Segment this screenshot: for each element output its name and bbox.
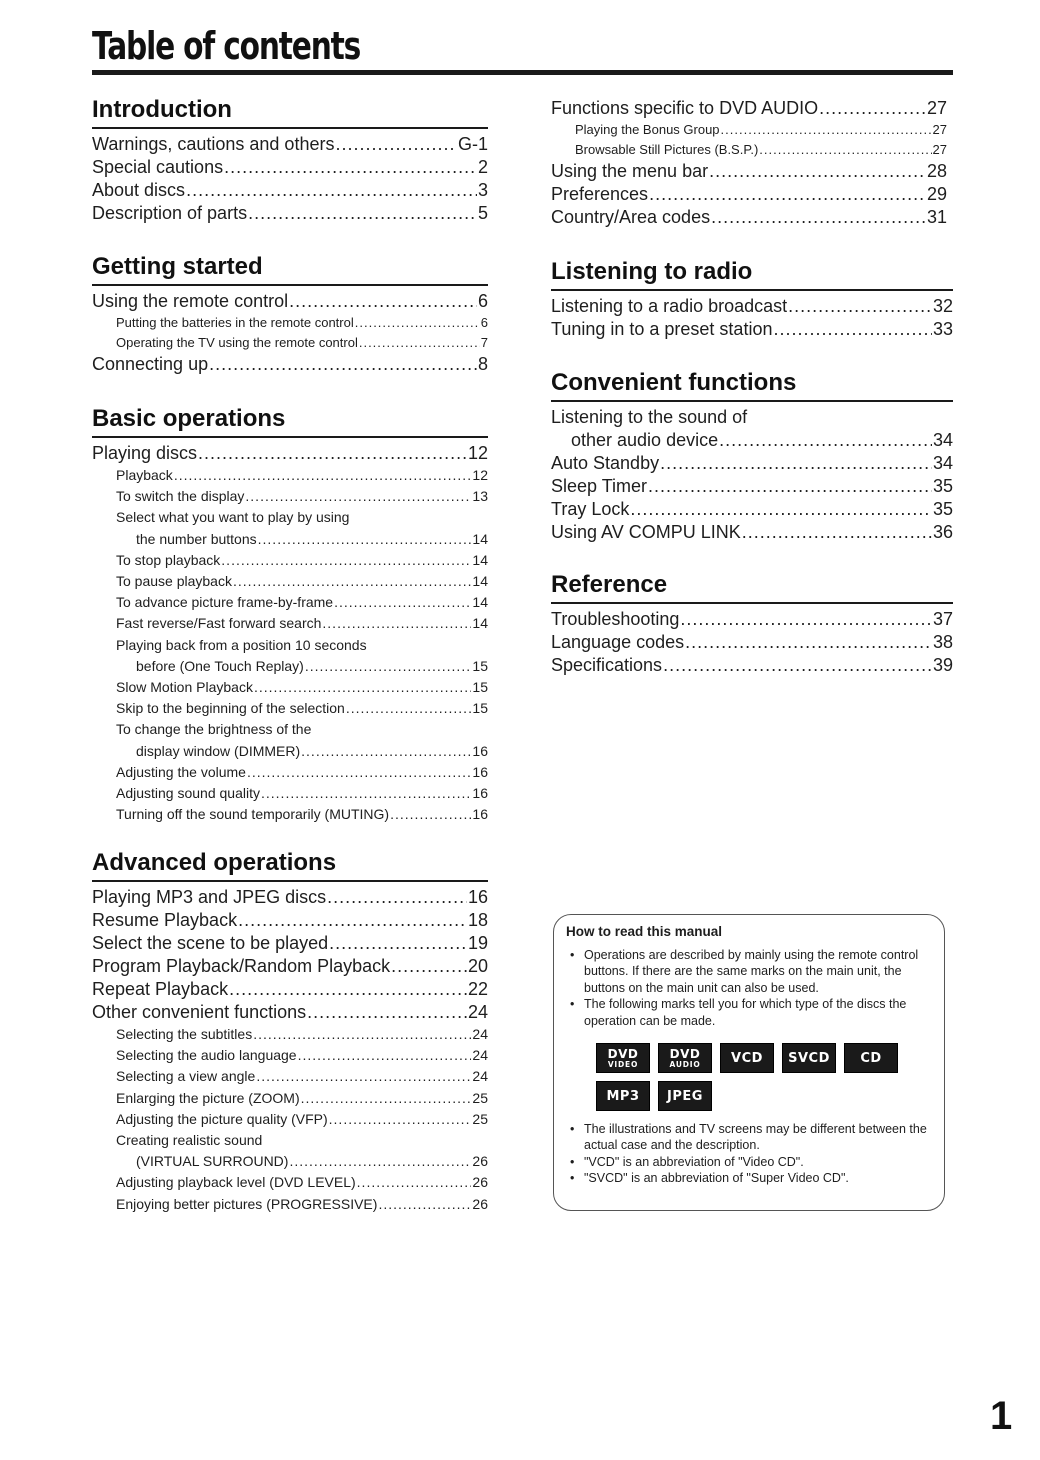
- toc-entry[interactable]: Using AV COMPU LINK ..... 36: [551, 521, 953, 544]
- toc-entry[interactable]: Other convenient functions ..... 24: [92, 1001, 488, 1024]
- toc-entry[interactable]: Preferences ..... 29: [551, 183, 947, 206]
- toc-entry[interactable]: Special cautions ..... 2: [92, 156, 488, 179]
- page-number: 1: [990, 1394, 1013, 1438]
- toc-entry[interactable]: Description of parts ..... 5: [92, 202, 488, 225]
- toc-subentry[interactable]: Enjoying better pictures (PROGRESSIVE) ..... 26: [92, 1194, 488, 1215]
- box-bullet: • The following marks tell you for which type of the discs the operation can be made.: [566, 996, 932, 1029]
- toc-subentry[interactable]: To advance picture frame-by-frame ..... 14: [92, 592, 488, 613]
- toc-entry[interactable]: Resume Playback ..... 18: [92, 909, 488, 932]
- section-heading: Reference: [551, 570, 953, 604]
- how-to-read-box: [553, 914, 945, 1211]
- toc-subentry[interactable]: Browsable Still Pictures (B.S.P.) ..... 27: [551, 140, 947, 160]
- section-convenient-functions: [551, 368, 953, 544]
- toc-entry[interactable]: Program Playback/Random Playback ..... 20: [92, 955, 488, 978]
- toc-entry-line[interactable]: Listening to the sound of: [551, 407, 748, 427]
- box-heading: How to read this manual: [566, 924, 723, 939]
- toc-subentry[interactable]: Adjusting the picture quality (VFP) ..... 25: [92, 1109, 488, 1130]
- section-heading: Advanced operations: [92, 848, 488, 882]
- toc-subentry-line[interactable]: Select what you want to play by using: [116, 509, 350, 526]
- toc-subentry[interactable]: Selecting the audio language ..... 24: [92, 1045, 488, 1066]
- toc-entry[interactable]: Specifications ..... 39: [551, 654, 953, 677]
- dvd-video-mark-icon: DVD VIDEO: [596, 1043, 650, 1073]
- toc-entry[interactable]: Tuning in to a preset station ..... 33: [551, 318, 953, 341]
- toc-entry[interactable]: Listening to a radio broadcast ..... 32: [551, 295, 953, 318]
- box-bullet: • The illustrations and TV screens may be different between the actual case and the description.: [566, 1121, 932, 1154]
- toc-subentry[interactable]: Playing the Bonus Group ..... 27: [551, 120, 947, 140]
- box-bullet: • "SVCD" is an abbreviation of "Super Video CD".: [566, 1170, 932, 1186]
- toc-subentry[interactable]: Selecting the subtitles ..... 24: [92, 1024, 488, 1045]
- toc-subentry-line[interactable]: To change the brightness of the: [116, 721, 312, 738]
- toc-entry[interactable]: About discs ..... 3: [92, 179, 488, 202]
- toc-subentry[interactable]: Enlarging the picture (ZOOM) ..... 25: [92, 1088, 488, 1109]
- toc-subentry[interactable]: Selecting a view angle ..... 24: [92, 1066, 488, 1087]
- vcd-mark-icon: VCD: [720, 1043, 774, 1073]
- toc-entry[interactable]: Playing discs ..... 12: [92, 442, 488, 465]
- toc-subentry[interactable]: Turning off the sound temporarily (MUTING) ..... 16: [92, 804, 488, 825]
- toc-entry[interactable]: Repeat Playback ..... 22: [92, 978, 488, 1001]
- toc-subentry[interactable]: Adjusting sound quality ..... 16: [92, 783, 488, 804]
- toc-entry[interactable]: other audio device ..... 34: [551, 429, 953, 452]
- toc-entry[interactable]: Playing MP3 and JPEG discs ..... 16: [92, 886, 488, 909]
- toc-subentry[interactable]: To switch the display ..... 13: [92, 486, 488, 507]
- section-heading: Listening to radio: [551, 257, 953, 291]
- toc-entry[interactable]: Sleep Timer ..... 35: [551, 475, 953, 498]
- toc-entry[interactable]: Warnings, cautions and others ..... G-1: [92, 133, 488, 156]
- jpeg-mark-icon: JPEG: [658, 1081, 712, 1111]
- title-rule: [92, 70, 953, 75]
- toc-subentry[interactable]: To stop playback ..... 14: [92, 550, 488, 571]
- toc-subentry[interactable]: Adjusting the volume ..... 16: [92, 762, 488, 783]
- toc-entry[interactable]: Using the remote control ..... 6: [92, 290, 488, 313]
- section-introduction: [92, 95, 488, 225]
- toc-entry[interactable]: Using the menu bar ..... 28: [551, 160, 947, 183]
- section-listening-to-radio: [551, 257, 953, 341]
- toc-entry[interactable]: Connecting up ..... 8: [92, 353, 488, 376]
- toc-entry[interactable]: Country/Area codes ..... 31: [551, 206, 947, 229]
- box-bullet: • "VCD" is an abbreviation of "Video CD".: [566, 1154, 932, 1170]
- toc-subentry[interactable]: Slow Motion Playback ..... 15: [92, 677, 488, 698]
- toc-entry[interactable]: Auto Standby ..... 34: [551, 452, 953, 475]
- section-advanced-operations: [92, 848, 488, 1215]
- toc-subentry[interactable]: (VIRTUAL SURROUND) ..... 26: [92, 1151, 488, 1172]
- section-heading: Convenient functions: [551, 368, 953, 402]
- toc-subentry[interactable]: before (One Touch Replay) ..... 15: [92, 656, 488, 677]
- toc-subentry[interactable]: Playback ..... 12: [92, 465, 488, 486]
- toc-entry[interactable]: Functions specific to DVD AUDIO ..... 27: [551, 97, 947, 120]
- toc-entry[interactable]: Select the scene to be played ..... 19: [92, 932, 488, 955]
- toc-subentry-line[interactable]: Playing back from a position 10 seconds: [116, 636, 367, 653]
- section-heading: Getting started: [92, 252, 488, 286]
- toc-subentry-line[interactable]: Creating realistic sound: [116, 1132, 263, 1149]
- mp3-mark-icon: MP3: [596, 1081, 650, 1111]
- disc-marks: [596, 1043, 956, 1111]
- section-heading: Basic operations: [92, 404, 488, 438]
- section-basic-operations: [92, 404, 488, 825]
- toc-entry[interactable]: Language codes ..... 38: [551, 631, 953, 654]
- toc-subentry[interactable]: To pause playback ..... 14: [92, 571, 488, 592]
- box-bullet: • Operations are described by mainly using the remote control buttons. If there are the same marks on the main unit, the buttons on the main unit can also be used.: [566, 947, 932, 996]
- section-reference: [551, 570, 953, 677]
- svcd-mark-icon: SVCD: [782, 1043, 836, 1073]
- toc-subentry[interactable]: display window (DIMMER) ..... 16: [92, 741, 488, 762]
- toc-subentry[interactable]: the number buttons ..... 14: [92, 529, 488, 550]
- section-heading: Introduction: [92, 95, 488, 129]
- section-getting-started: [92, 252, 488, 376]
- cd-mark-icon: CD: [844, 1043, 898, 1073]
- toc-subentry[interactable]: Operating the TV using the remote control ..... 7: [92, 333, 488, 353]
- toc-subentry[interactable]: Putting the batteries in the remote control ..... 6: [92, 313, 488, 333]
- toc-subentry[interactable]: Adjusting playback level (DVD LEVEL) ..... 26: [92, 1172, 488, 1193]
- section-dvd-audio: [551, 97, 947, 229]
- toc-subentry[interactable]: Fast reverse/Fast forward search ..... 14: [92, 613, 488, 634]
- page-title: Table of contents: [92, 24, 361, 68]
- dvd-audio-mark-icon: DVD AUDIO: [658, 1043, 712, 1073]
- toc-subentry[interactable]: Skip to the beginning of the selection ..... 15: [92, 698, 488, 719]
- toc-entry[interactable]: Tray Lock ..... 35: [551, 498, 953, 521]
- toc-entry[interactable]: Troubleshooting ..... 37: [551, 608, 953, 631]
